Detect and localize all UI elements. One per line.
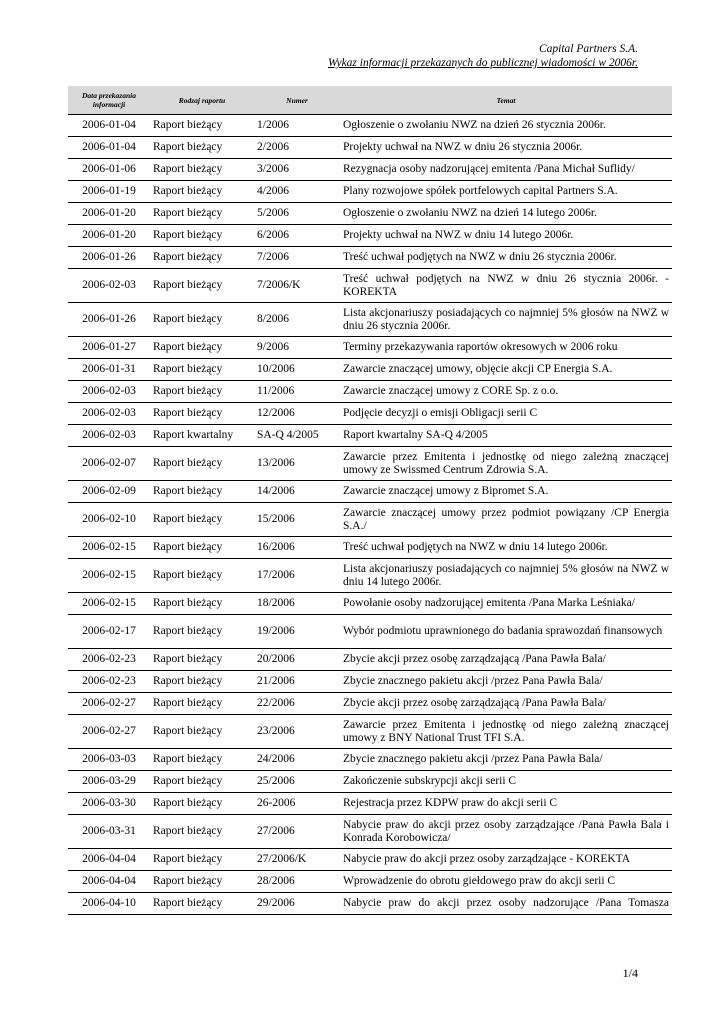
document-header [328,42,638,70]
table-row [68,481,672,503]
cell-number: 19/2006 [254,615,340,649]
header-date: Data przekazania informacji [68,86,150,115]
cell-topic: Ogłoszenie o zwołaniu NWZ na dzień 14 lutego 2006r. [340,203,672,225]
cell-type: Raport bieżący [150,671,254,693]
table-row [68,303,672,337]
cell-number: 27/2006 [254,815,340,849]
cell-date: 2006-03-03 [68,749,150,771]
table-row [68,381,672,403]
table-row [68,203,672,225]
cell-type: Raport bieżący [150,649,254,671]
table-row [68,137,672,159]
document-subtitle: Wykaz informacji przekazanych do publicznej wiadomości w 2006r. [327,57,638,69]
table-row [68,447,672,481]
table-row [68,593,672,615]
cell-number: 15/2006 [254,503,340,537]
table-row [68,359,672,381]
cell-topic: Projekty uchwał na NWZ w dniu 26 stycznia 2006r. [340,137,672,159]
cell-type: Raport bieżący [150,849,254,871]
cell-date: 2006-03-30 [68,793,150,815]
table-row [68,849,672,871]
cell-number: 28/2006 [254,871,340,893]
cell-type: Raport bieżący [150,871,254,893]
cell-date: 2006-04-10 [68,893,150,915]
cell-number: SA-Q 4/2005 [254,425,340,447]
cell-date: 2006-02-17 [68,615,150,649]
cell-number: 18/2006 [254,593,340,615]
table-row [68,715,672,749]
cell-topic: Zakończenie subskrypcji akcji serii C [340,771,672,793]
cell-type: Raport bieżący [150,115,254,137]
cell-type: Raport bieżący [150,615,254,649]
table-row [68,159,672,181]
cell-number: 11/2006 [254,381,340,403]
cell-date: 2006-03-31 [68,815,150,849]
cell-number: 27/2006/K [254,849,340,871]
cell-type: Raport bieżący [150,447,254,481]
table-row [68,337,672,359]
cell-topic: Nabycie praw do akcji przez osoby nadzorujące /Pana Tomasza [340,893,672,915]
table-row [68,503,672,537]
cell-number: 24/2006 [254,749,340,771]
cell-type: Raport bieżący [150,159,254,181]
cell-number: 7/2006 [254,247,340,269]
cell-date: 2006-01-20 [68,203,150,225]
cell-date: 2006-04-04 [68,849,150,871]
header-type: Rodzaj raportu [150,86,254,115]
table-row [68,425,672,447]
cell-topic: Nabycie praw do akcji przez osoby zarządzające /Pana Pawła Bala i Konrada Korobowicza/ [340,815,672,849]
cell-date: 2006-02-07 [68,447,150,481]
cell-type: Raport bieżący [150,537,254,559]
cell-topic: Ogłoszenie o zwołaniu NWZ na dzień 26 stycznia 2006r. [340,115,672,137]
cell-date: 2006-01-19 [68,181,150,203]
cell-number: 16/2006 [254,537,340,559]
cell-number: 17/2006 [254,559,340,593]
cell-topic: Treść uchwał podjętych na NWZ w dniu 14 lutego 2006r. [340,537,672,559]
cell-type: Raport kwartalny [150,425,254,447]
cell-topic: Projekty uchwał na NWZ w dniu 14 lutego 2006r. [340,225,672,247]
cell-number: 8/2006 [254,303,340,337]
table-row [68,771,672,793]
table-row [68,671,672,693]
cell-type: Raport bieżący [150,181,254,203]
cell-topic: Rezygnacja osoby nadzorującej emitenta /Pana Michał Suflidy/ [340,159,672,181]
cell-topic: Zawarcie znaczącej umowy, objęcie akcji CP Energia S.A. [340,359,672,381]
cell-type: Raport bieżący [150,481,254,503]
table-row [68,615,672,649]
table-row [68,815,672,849]
cell-type: Raport bieżący [150,815,254,849]
table-header-row [68,86,672,115]
cell-type: Raport bieżący [150,247,254,269]
cell-number: 1/2006 [254,115,340,137]
cell-date: 2006-02-03 [68,269,150,303]
cell-topic: Zbycie znacznego pakietu akcji /przez Pana Pawła Bala/ [340,671,672,693]
cell-date: 2006-01-04 [68,115,150,137]
cell-type: Raport bieżący [150,359,254,381]
cell-type: Raport bieżący [150,203,254,225]
cell-date: 2006-02-15 [68,593,150,615]
cell-date: 2006-01-06 [68,159,150,181]
cell-type: Raport bieżący [150,269,254,303]
cell-date: 2006-01-31 [68,359,150,381]
cell-topic: Plany rozwojowe spółek portfelowych capital Partners S.A. [340,181,672,203]
header-topic: Temat [340,86,672,115]
cell-topic: Rejestracja przez KDPW praw do akcji serii C [340,793,672,815]
cell-number: 26-2006 [254,793,340,815]
cell-number: 10/2006 [254,359,340,381]
cell-date: 2006-01-26 [68,303,150,337]
cell-topic: Zawarcie znaczącej umowy przez podmiot powiązany /CP Energia S.A./ [340,503,672,537]
reports-table [68,86,672,915]
cell-number: 23/2006 [254,715,340,749]
cell-topic: Lista akcjonariuszy posiadających co najmniej 5% głosów na NWZ w dniu 26 stycznia 2006r. [340,303,672,337]
cell-date: 2006-01-04 [68,137,150,159]
cell-type: Raport bieżący [150,381,254,403]
cell-type: Raport bieżący [150,593,254,615]
cell-number: 9/2006 [254,337,340,359]
cell-topic: Powołanie osoby nadzorującej emitenta /Pana Marka Leśniaka/ [340,593,672,615]
cell-date: 2006-04-04 [68,871,150,893]
cell-date: 2006-02-15 [68,559,150,593]
cell-date: 2006-02-03 [68,381,150,403]
cell-number: 21/2006 [254,671,340,693]
cell-topic: Treść uchwał podjętych na NWZ w dniu 26 stycznia 2006r. [340,247,672,269]
cell-number: 7/2006/K [254,269,340,303]
table-row [68,247,672,269]
company-name: Capital Partners S.A. [538,43,638,55]
cell-number: 13/2006 [254,447,340,481]
cell-date: 2006-02-23 [68,671,150,693]
cell-date: 2006-02-27 [68,693,150,715]
table-row [68,537,672,559]
cell-date: 2006-02-27 [68,715,150,749]
cell-date: 2006-02-10 [68,503,150,537]
cell-topic: Zawarcie znaczącej umowy z CORE Sp. z o.o. [340,381,672,403]
cell-type: Raport bieżący [150,225,254,247]
cell-number: 25/2006 [254,771,340,793]
table-row [68,403,672,425]
cell-type: Raport bieżący [150,337,254,359]
cell-number: 6/2006 [254,225,340,247]
table-row [68,225,672,247]
cell-topic: Zawarcie przez Emitenta i jednostkę od niego zależną znaczącej umowy ze Swissmed Centrum Zdrowia S.A. [340,447,672,481]
cell-number: 22/2006 [254,693,340,715]
cell-date: 2006-01-26 [68,247,150,269]
cell-date: 2006-02-23 [68,649,150,671]
cell-number: 5/2006 [254,203,340,225]
table-row [68,871,672,893]
cell-date: 2006-01-27 [68,337,150,359]
cell-type: Raport bieżący [150,693,254,715]
cell-topic: Terminy przekazywania raportów okresowych w 2006 roku [340,337,672,359]
cell-topic: Wybór podmiotu uprawnionego do badania sprawozdań finansowych [340,615,672,649]
table-row [68,893,672,915]
cell-date: 2006-02-03 [68,425,150,447]
cell-date: 2006-02-09 [68,481,150,503]
cell-number: 2/2006 [254,137,340,159]
cell-topic: Zawarcie przez Emitenta i jednostkę od niego zależną znaczącej umowy z BNY National Trust TFI S.A. [340,715,672,749]
cell-topic: Zawarcie znaczącej umowy z Bipromet S.A. [340,481,672,503]
cell-type: Raport bieżący [150,503,254,537]
cell-topic: Zbycie znacznego pakietu akcji /przez Pana Pawła Bala/ [340,749,672,771]
cell-type: Raport bieżący [150,715,254,749]
cell-type: Raport bieżący [150,403,254,425]
cell-topic: Nabycie praw do akcji przez osoby zarządzające - KOREKTA [340,849,672,871]
cell-type: Raport bieżący [150,559,254,593]
table-row [68,181,672,203]
table-row [68,559,672,593]
page-number: 1/4 [622,966,638,980]
cell-number: 4/2006 [254,181,340,203]
header-number: Numer [254,86,340,115]
cell-number: 3/2006 [254,159,340,181]
cell-type: Raport bieżący [150,749,254,771]
cell-topic: Treść uchwał podjętych na NWZ w dniu 26 stycznia 2006r. - KOREKTA [340,269,672,303]
cell-topic: Zbycie akcji przez osobę zarządzającą /Pana Pawła Bala/ [340,649,672,671]
cell-number: 20/2006 [254,649,340,671]
cell-date: 2006-01-20 [68,225,150,247]
cell-topic: Lista akcjonariuszy posiadających co najmniej 5% głosów na NWZ w dniu 14 lutego 2006r. [340,559,672,593]
table-row [68,115,672,137]
cell-date: 2006-02-15 [68,537,150,559]
table-row [68,649,672,671]
cell-number: 12/2006 [254,403,340,425]
table-row [68,693,672,715]
cell-number: 14/2006 [254,481,340,503]
table-row [68,269,672,303]
cell-topic: Zbycie akcji przez osobę zarządzającą /Pana Pawła Bala/ [340,693,672,715]
cell-type: Raport bieżący [150,793,254,815]
cell-type: Raport bieżący [150,771,254,793]
cell-type: Raport bieżący [150,893,254,915]
cell-topic: Podjęcie decyzji o emisji Obligacji serii C [340,403,672,425]
cell-type: Raport bieżący [150,137,254,159]
cell-topic: Raport kwartalny SA-Q 4/2005 [340,425,672,447]
cell-number: 29/2006 [254,893,340,915]
cell-topic: Wprowadzenie do obrotu giełdowego praw do akcji serii C [340,871,672,893]
cell-type: Raport bieżący [150,303,254,337]
table-row [68,749,672,771]
cell-date: 2006-02-03 [68,403,150,425]
table-row [68,793,672,815]
cell-date: 2006-03-29 [68,771,150,793]
